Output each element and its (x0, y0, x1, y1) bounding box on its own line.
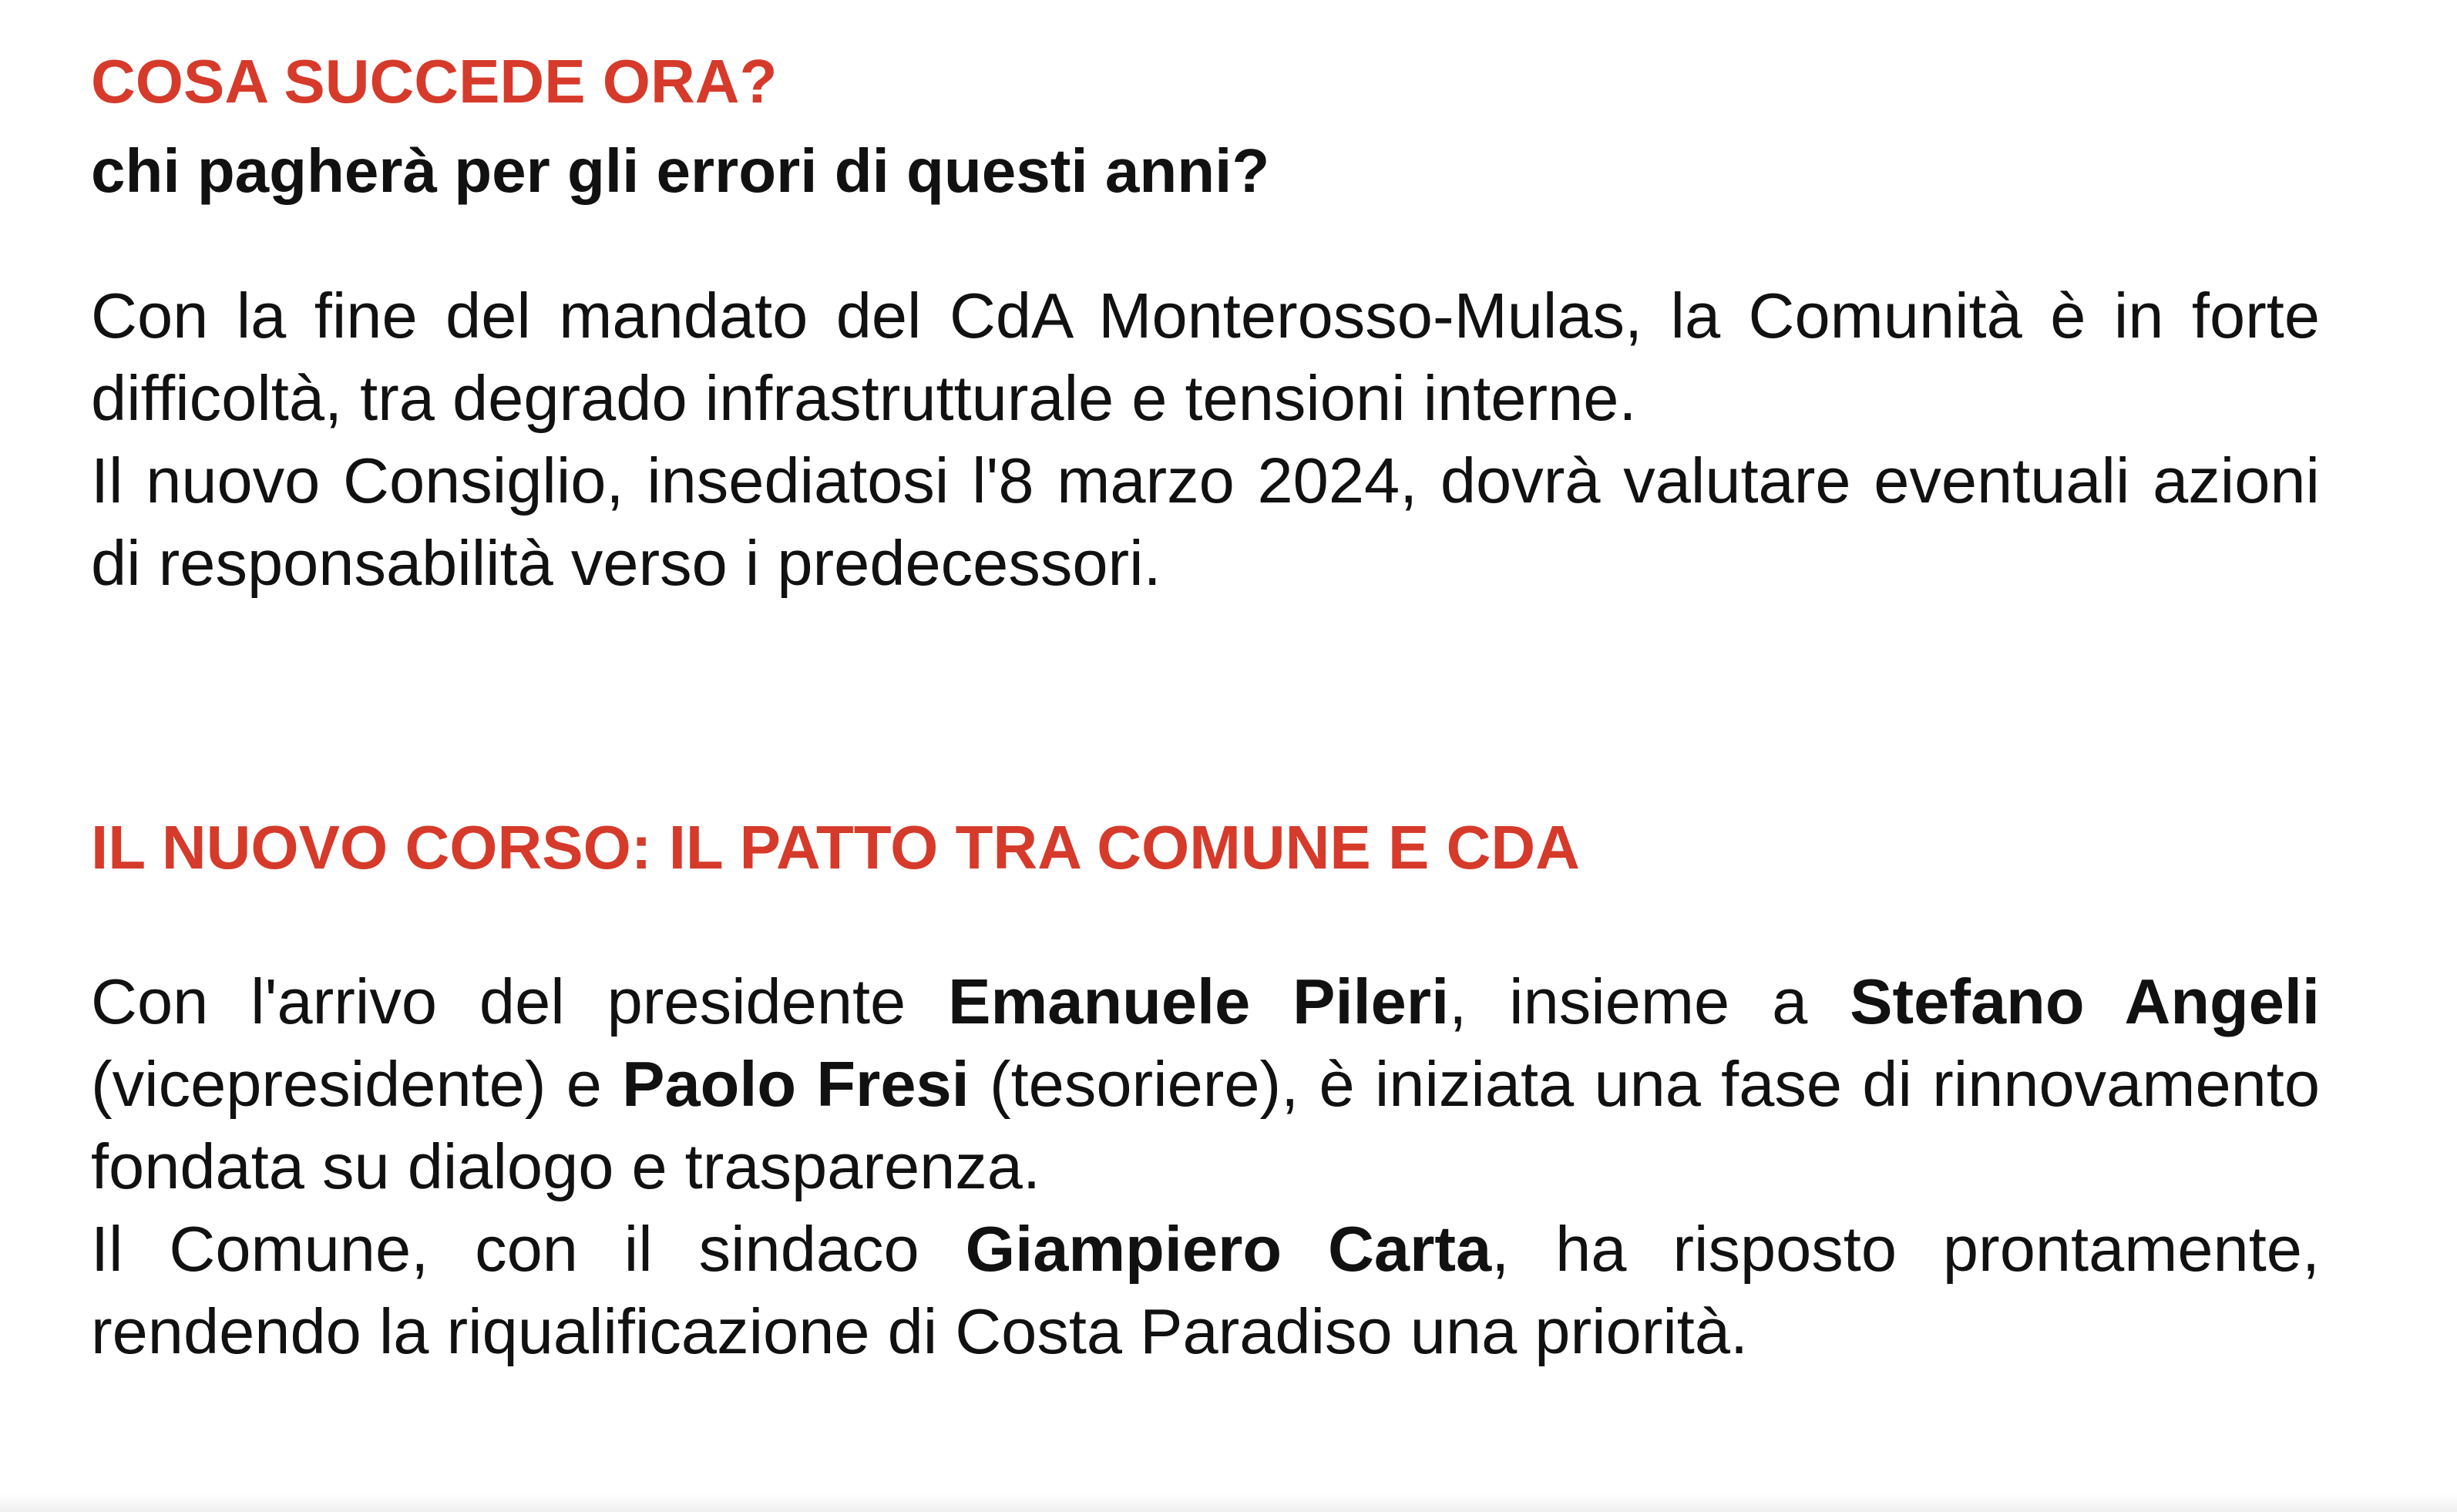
section1-paragraph (91, 274, 2320, 604)
name-president: Emanuele Pileri (948, 966, 1450, 1037)
paragraph-sentence-1: Con la fine del mandato del CdA Monterosso-Mulas, la Comunità è in forte difficoltà, tra degrado infrastrutturale e tensioni interne. (91, 280, 2320, 434)
bottom-edge-shadow (0, 1494, 2457, 1512)
name-mayor: Giampiero Carta (965, 1213, 1492, 1285)
name-vicepresident: Stefano Angeli (1850, 966, 2320, 1037)
text-run: , insieme a (1449, 966, 1850, 1037)
text-run: Il Comune, con il sindaco (91, 1213, 966, 1285)
paragraph-sentence-mayor (91, 1208, 2320, 1373)
text-run: (vicepresidente) e (91, 1048, 623, 1120)
section-subtitle: chi pagherà per gli errori di questi anni? (91, 136, 1270, 205)
text-run: , ha risposto prontamente, rendendo la riqualificazione di Costa Paradiso una priorità. (91, 1213, 2320, 1367)
paragraph-sentence-president (91, 960, 2320, 1208)
section-title-cosa-succede: COSA SUCCEDE ORA? (91, 47, 778, 116)
paragraph-sentence-2: Il nuovo Consiglio, insediatosi l'8 marzo 2024, dovrà valutare eventuali azioni di responsabilità verso i predecessori. (91, 445, 2320, 599)
text-run: (tesoriere), è iniziata una fase di rinnovamento fondata su dialogo e trasparenza. (91, 1048, 2321, 1202)
name-treasurer: Paolo Fresi (622, 1048, 970, 1120)
text-run: Con l'arrivo del presidente (91, 966, 949, 1037)
section-title-nuovo-corso: IL NUOVO CORSO: IL PATTO TRA COMUNE E CDA (91, 813, 1580, 882)
section2-paragraph (91, 960, 2320, 1373)
